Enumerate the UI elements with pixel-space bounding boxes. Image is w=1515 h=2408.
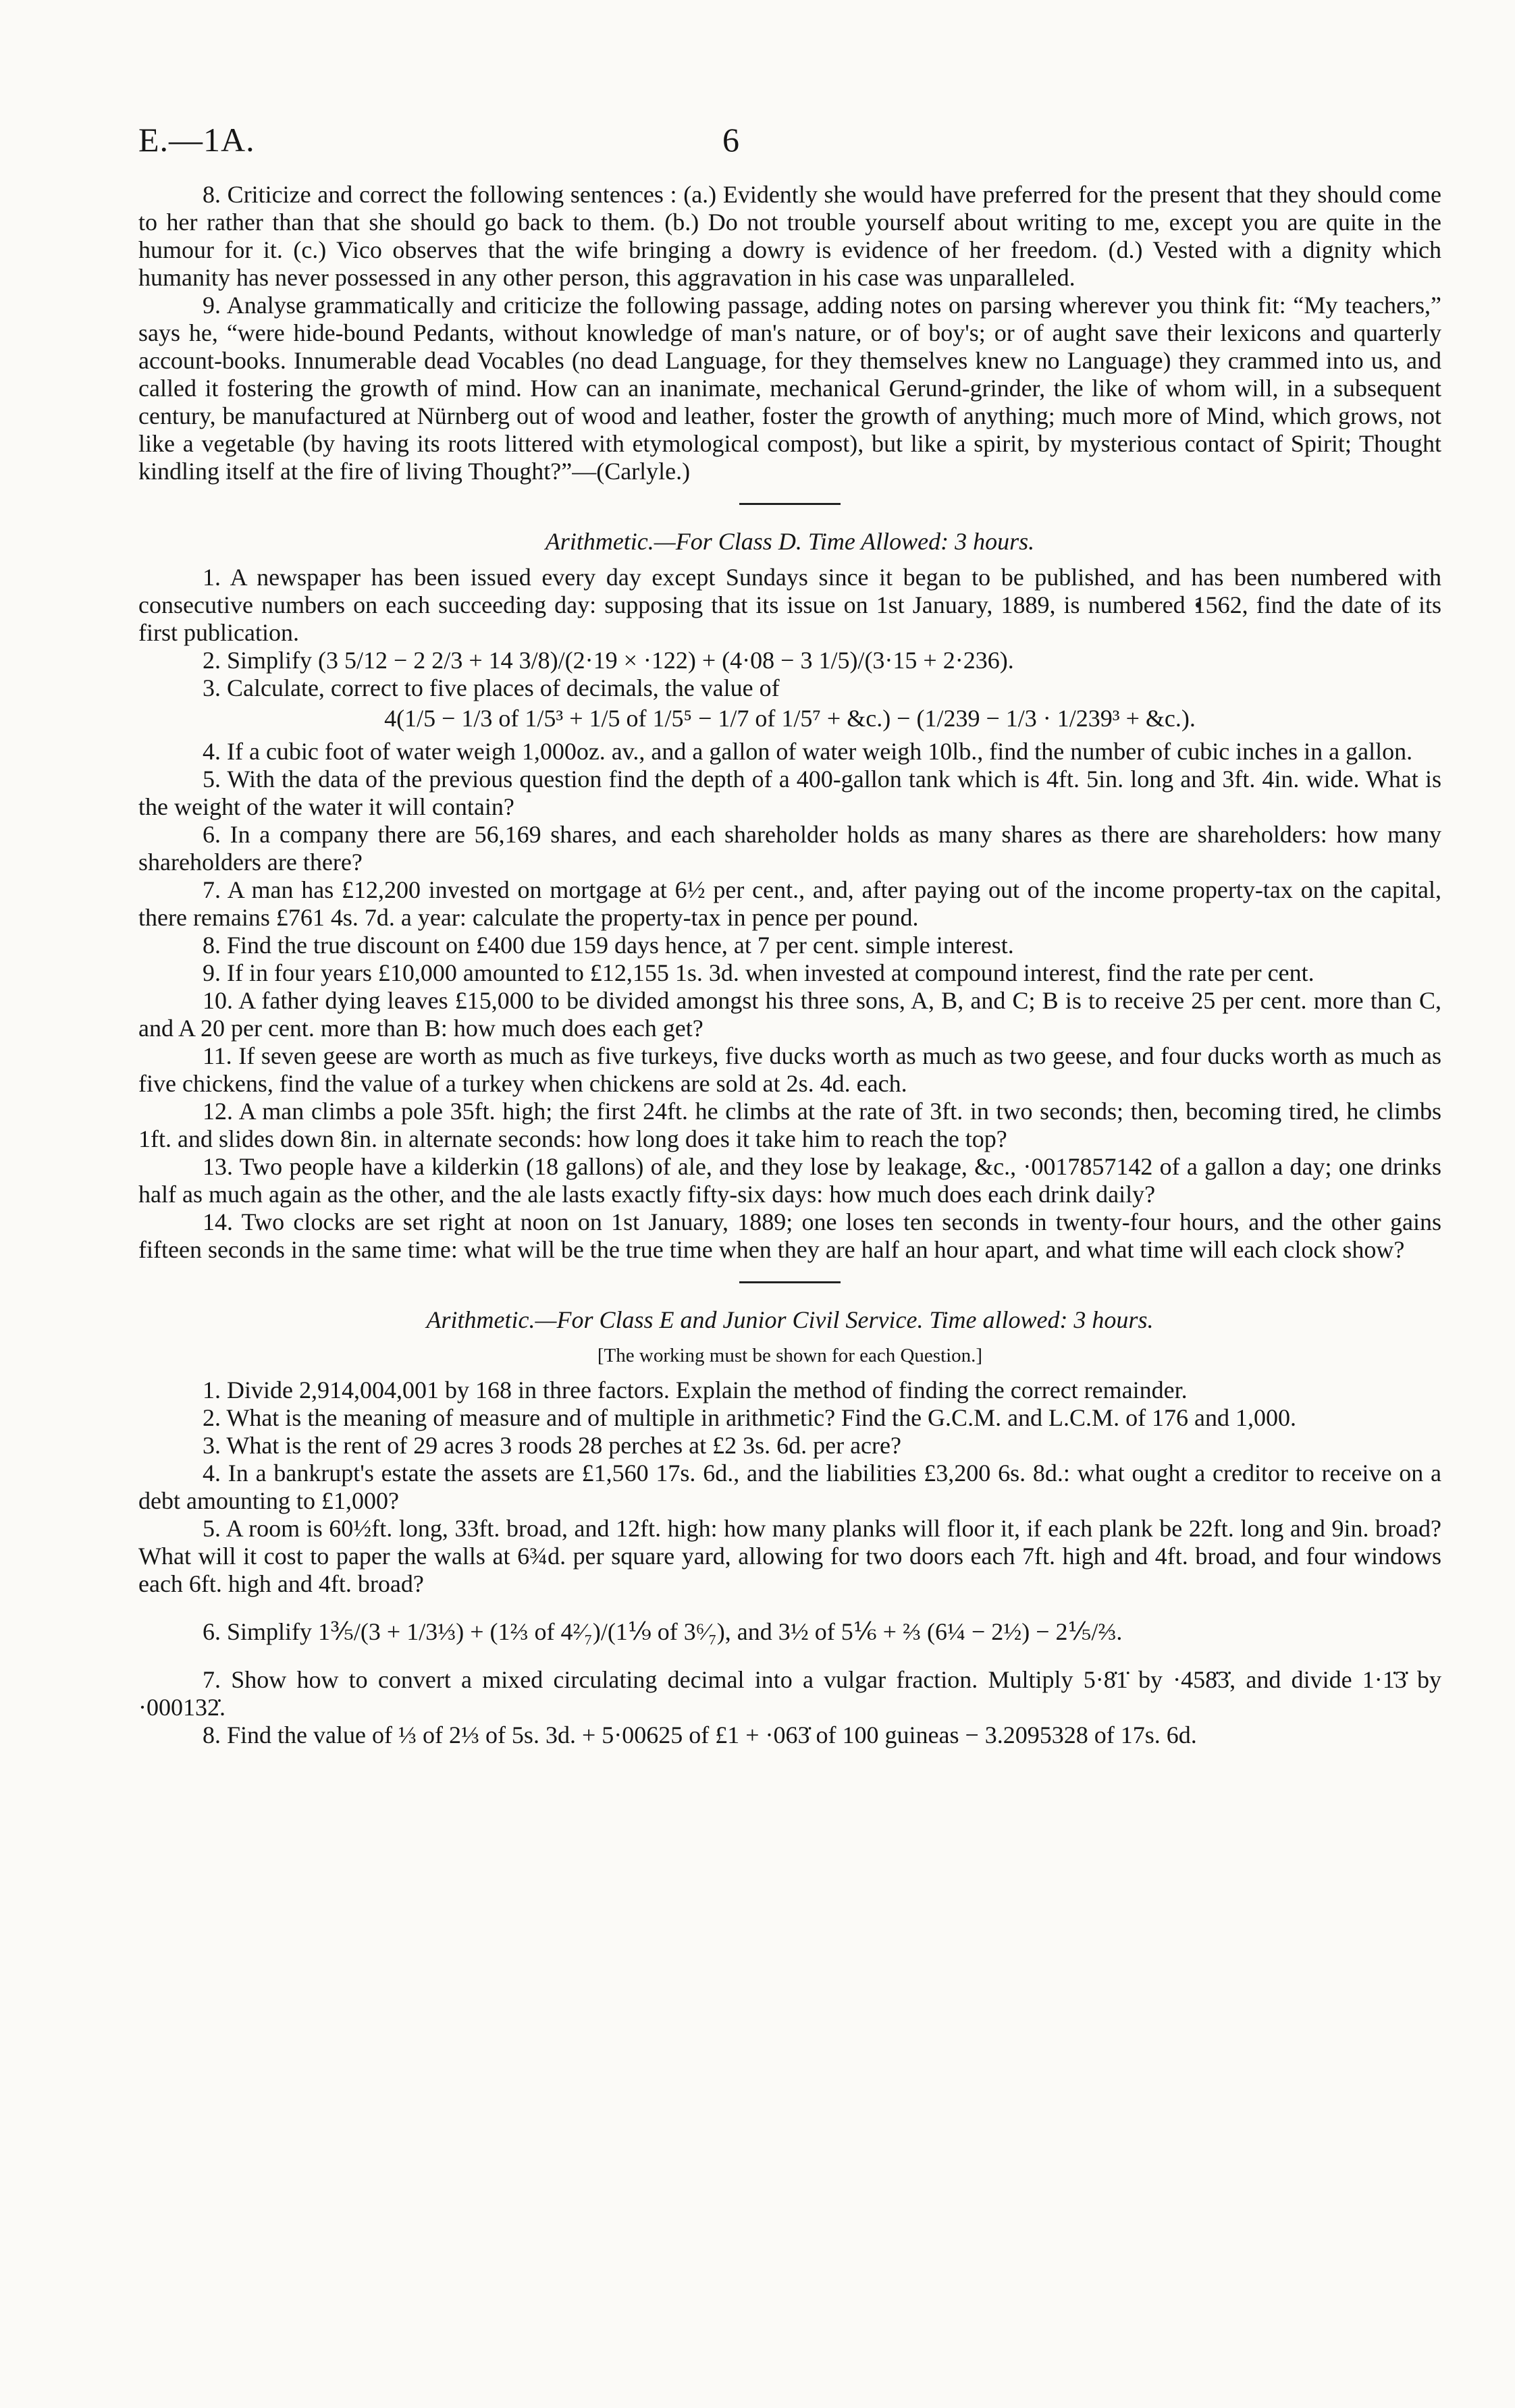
page-content [138, 181, 1441, 1749]
question-8: 8. Criticize and correct the following sentences : (a.) Evidently she would have preferred for the present that they should come to her rather than that she should go back to them. (b.) Do not trouble yourself about writing to me, except you are quite in the humour for it. (c.) Vico observes that the wife bringing a dowry is evidence of her freedom. (d.) Vested with a dignity which humanity has never possessed in any other person, this aggravation in his case was unparalleled. [138, 181, 1441, 291]
question-11: 11. If seven geese are worth as much as five turkeys, five ducks worth as much as two geese, and four ducks worth as much as five chickens, find the value of a turkey when chickens are sold at 2s. 4d. each. [138, 1042, 1441, 1097]
question-7: 7. A man has £12,200 invested on mortgage at 6½ per cent., and, after paying out of the income property-tax on the capital, there remains £761 4s. 7d. a year: calculate the property-tax in pence per pound. [138, 876, 1441, 931]
question-5: 5. With the data of the previous question find the depth of a 400-gallon tank which is 4ft. 5in. long and 3ft. 4in. wide. What is the weight of the water it will contain? [138, 766, 1441, 820]
question-14: 14. Two clocks are set right at noon on 1st January, 1889; one loses ten seconds in twenty-four hours, and the other gains fifteen seconds in the same time: what will be the true time when they are half an hour apart, and what time will each clock show? [138, 1208, 1441, 1263]
section-heading: Arithmetic.—For Class E and Junior Civil Service. Time allowed: 3 hours. [426, 1306, 1154, 1333]
question-3-expression: 4(1/5 − 1/3 of 1/5³ + 1/5 of 1/5⁵ − 1/7 of 1/5⁷ + &c.) − (1/239 − 1/3 · 1/239³ + &c.). [384, 705, 1196, 732]
question-8: 8. Find the true discount on £400 due 159 days hence, at 7 per cent. simple interest. [203, 932, 1014, 959]
document-reference: E.—1A. [138, 121, 255, 159]
question-5: 5. A room is 60½ft. long, 33ft. broad, and 12ft. high: how many planks will floor it, if each plank be 22ft. long and 9in. broad? What will it cost to paper the walls at 6¾d. per square yard, allowing for two doors each 7ft. high and 4ft. broad, and four windows each 6ft. high and 4ft. broad? [138, 1515, 1441, 1597]
question-6: 6. In a company there are 56,169 shares, and each shareholder holds as many shares as there are shareholders: how many shareholders are there? [138, 821, 1441, 876]
question-9: 9. If in four years £10,000 amounted to £12,155 1s. 3d. when invested at compound interest, find the rate per cent. [203, 959, 1314, 986]
section-divider [739, 503, 841, 505]
question-6: 6. Simplify 1⅗/(3 + 1/3⅓) + (1⅔ of 4²⁄₇)/(1⅑ of 3⁶⁄₇), and 3½ of 5⅙ + ⅔ (6¼ − 2½) − 2⅕/⅔. [203, 1618, 1123, 1645]
question-1: 1. A newspaper has been issued every day except Sundays since it began to be published, and has been numbered with consecutive numbers on each succeeding day: supposing that its issue on 1st January, 1889, is numbered 1562, find the date of its first publication. [138, 564, 1441, 646]
question-1: 1. Divide 2,914,004,001 by 168 in three factors. Explain the method of finding the correct remainder. [203, 1376, 1188, 1403]
question-10: 10. A father dying leaves £15,000 to be divided amongst his three sons, A, B, and C; B is to receive 25 per cent. more than C, and A 20 per cent. more than B: how much does each get? [138, 987, 1441, 1042]
section-heading: Arithmetic.—For Class D. Time Allowed: 3 hours. [545, 528, 1035, 555]
question-2: 2. What is the meaning of measure and of multiple in arithmetic? Find the G.C.M. and L.C.M. of 176 and 1,000. [203, 1404, 1297, 1431]
question-4: 4. In a bankrupt's estate the assets are £1,560 17s. 6d., and the liabilities £3,200 6s. 8d.: what ought a creditor to receive on a debt amounting to £1,000? [138, 1460, 1441, 1514]
question-8: 8. Find the value of ⅓ of 2⅓ of 5s. 3d. + 5·00625 of £1 + ·063̇ of 100 guineas − 3.2095328 of 17s. 6d. [203, 1721, 1197, 1748]
question-3: 3. What is the rent of 29 acres 3 roods 28 perches at £2 3s. 6d. per acre? [203, 1432, 901, 1459]
spacer [138, 1598, 1441, 1618]
question-2: 2. Simplify (3 5/12 − 2 2/3 + 14 3/8)/(2·19 × ·122) + (4·08 − 3 1/5)/(3·15 + 2·236). [203, 647, 1014, 674]
page-header [138, 120, 1441, 167]
arithmetic-class-e-section [138, 1306, 1441, 1749]
question-7: 7. Show how to convert a mixed circulating decimal into a vulgar fraction. Multiply 5·8̇1̇ by ·458̇3̇, and divide 1·1̇3̇ by ·000132̇. [138, 1666, 1441, 1721]
question-4: 4. If a cubic foot of water weigh 1,000oz. av., and a gallon of water weigh 10lb., find the number of cubic inches in a gallon. [203, 738, 1413, 765]
section-divider [739, 1281, 841, 1283]
question-13: 13. Two people have a kilderkin (18 gallons) of ale, and they lose by leakage, &c., ·0017857142 of a gallon a day; one drinks half as much again as the other, and the ale lasts exactly fifty-six days: how much does each drink daily? [138, 1153, 1441, 1208]
section-note: [The working must be shown for each Question.] [597, 1345, 983, 1366]
spacer [138, 1646, 1441, 1666]
arithmetic-class-d-section [138, 528, 1441, 1264]
question-3: 3. Calculate, correct to five places of decimals, the value of [203, 674, 780, 701]
question-12: 12. A man climbs a pole 35ft. high; the first 24ft. he climbs at the rate of 3ft. in two seconds; then, becoming tired, he climbs 1ft. and slides down 8in. in alternate seconds: how long does it take him to reach the top? [138, 1098, 1441, 1152]
question-9: 9. Analyse grammatically and criticize the following passage, adding notes on parsing wherever you think fit: “My teachers,” says he, “were hide-bound Pedants, without knowledge of man's nature, or of boy's; or of aught save their lexicons and quarterly account-books. Innumerable dead Vocables (no dead Language, for they themselves knew no Language) they crammed into us, and called it fostering the growth of mind. How can an inanimate, mechanical Gerund-grinder, the like of whom will, in a subsequent century, be manufactured at Nürnberg out of wood and leather, foster the growth of anything; much more of Mind, which grows, not like a vegetable (by having its roots littered with etymological compost), but like a spirit, by mysterious contact of Spirit; Thought kindling itself at the fire of living Thought?”—(Carlyle.) [138, 292, 1441, 485]
page-number: 6 [722, 121, 739, 159]
english-section [138, 181, 1441, 485]
